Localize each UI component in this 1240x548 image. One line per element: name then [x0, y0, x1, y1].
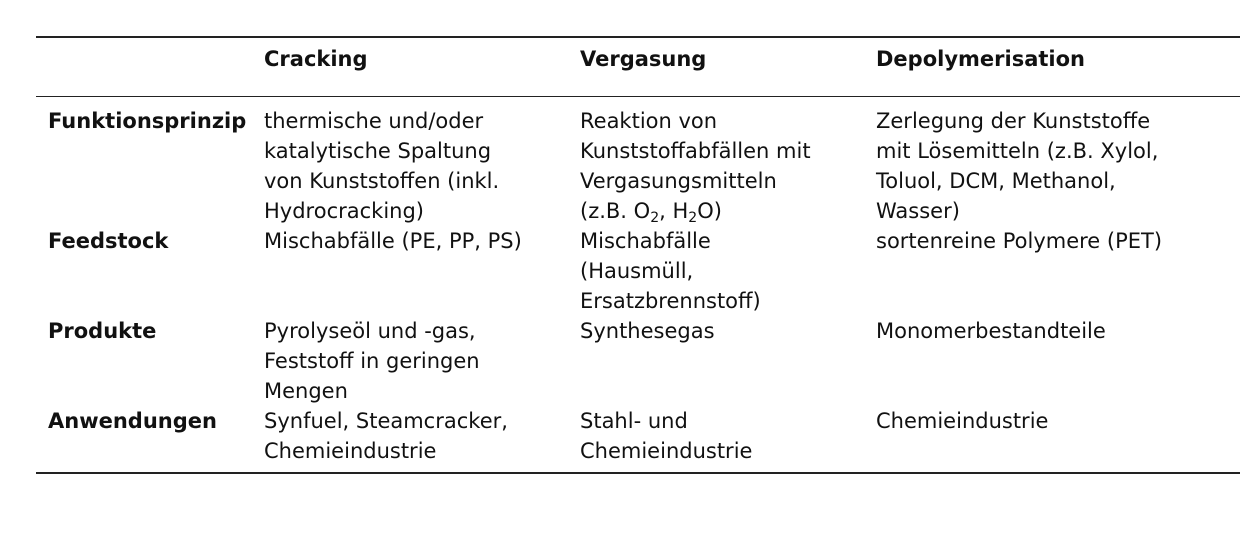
cell-line: Feststoff in geringen: [264, 349, 480, 373]
cell-funktionsprinzip-cracking: [264, 97, 580, 227]
comparison-table: [36, 36, 1240, 474]
cell-line: Synfuel, Steamcracker,: [264, 409, 508, 433]
row-label-produkte: Produkte: [48, 319, 157, 343]
row-label-funktionsprinzip: Funktionsprinzip: [48, 109, 247, 133]
cell-produkte-vergasung: [580, 316, 876, 406]
header-cracking: Cracking: [264, 47, 368, 71]
cell-line: Synthesegas: [580, 319, 715, 343]
cell-line: Chemieindustrie: [580, 439, 753, 463]
table-row-produkte: [36, 316, 1240, 406]
table-row-funktionsprinzip: [36, 97, 1240, 227]
cell-line: Mischabfälle (PE, PP, PS): [264, 229, 522, 253]
cell-feedstock-vergasung: [580, 226, 876, 316]
cell-produkte-depolymerisation: [876, 316, 1240, 406]
cell-line: katalytische Spaltung: [264, 139, 492, 163]
cell-line: thermische und/oder: [264, 109, 484, 133]
cell-feedstock-depolymerisation: [876, 226, 1240, 316]
header-empty: [36, 37, 264, 97]
cell-line: (Hausmüll,: [580, 259, 694, 283]
cell-line: Reaktion von: [580, 109, 718, 133]
cell-line: Wasser): [876, 199, 960, 223]
cell-anwendungen-cracking: [264, 406, 580, 473]
cell-line: Vergasungsmitteln: [580, 169, 777, 193]
table-row-anwendungen: [36, 406, 1240, 473]
cell-line: Toluol, DCM, Methanol,: [876, 169, 1116, 193]
formula-subscript: 2: [688, 210, 698, 226]
cell-line: Mischabfälle: [580, 229, 711, 253]
comparison-table-container: [36, 36, 1240, 474]
formula-mid: , H: [659, 199, 689, 223]
header-vergasung: Vergasung: [580, 47, 707, 71]
cell-funktionsprinzip-depolymerisation: [876, 97, 1240, 227]
header-depolymerisation: Depolymerisation: [876, 47, 1085, 71]
cell-line: Chemieindustrie: [876, 409, 1049, 433]
cell-line: Monomerbestandteile: [876, 319, 1106, 343]
cell-line: Hydrocracking): [264, 199, 424, 223]
cell-line: Ersatzbrennstoff): [580, 289, 761, 313]
cell-funktionsprinzip-vergasung: [580, 97, 876, 227]
cell-line: Pyrolyseöl und -gas,: [264, 319, 476, 343]
cell-anwendungen-vergasung: [580, 406, 876, 473]
cell-line: Mengen: [264, 379, 348, 403]
row-label-anwendungen: Anwendungen: [48, 409, 217, 433]
formula-subscript: 2: [650, 210, 660, 226]
cell-line: Stahl- und: [580, 409, 688, 433]
cell-line: mit Lösemitteln (z.B. Xylol,: [876, 139, 1159, 163]
cell-line-formula: [580, 196, 876, 226]
cell-feedstock-cracking: [264, 226, 580, 316]
cell-line: Zerlegung der Kunststoffe: [876, 109, 1151, 133]
row-label-feedstock: Feedstock: [48, 229, 169, 253]
table-row-feedstock: [36, 226, 1240, 316]
cell-line: Kunststoffabfällen mit: [580, 139, 811, 163]
cell-line: Chemieindustrie: [264, 439, 437, 463]
table-header-row: [36, 37, 1240, 97]
formula-suffix: O): [697, 199, 722, 223]
formula-prefix: (z.B. O: [580, 199, 651, 223]
cell-line: sortenreine Polymere (PET): [876, 229, 1163, 253]
cell-anwendungen-depolymerisation: [876, 406, 1240, 473]
cell-produkte-cracking: [264, 316, 580, 406]
cell-line: von Kunststoffen (inkl.: [264, 169, 500, 193]
